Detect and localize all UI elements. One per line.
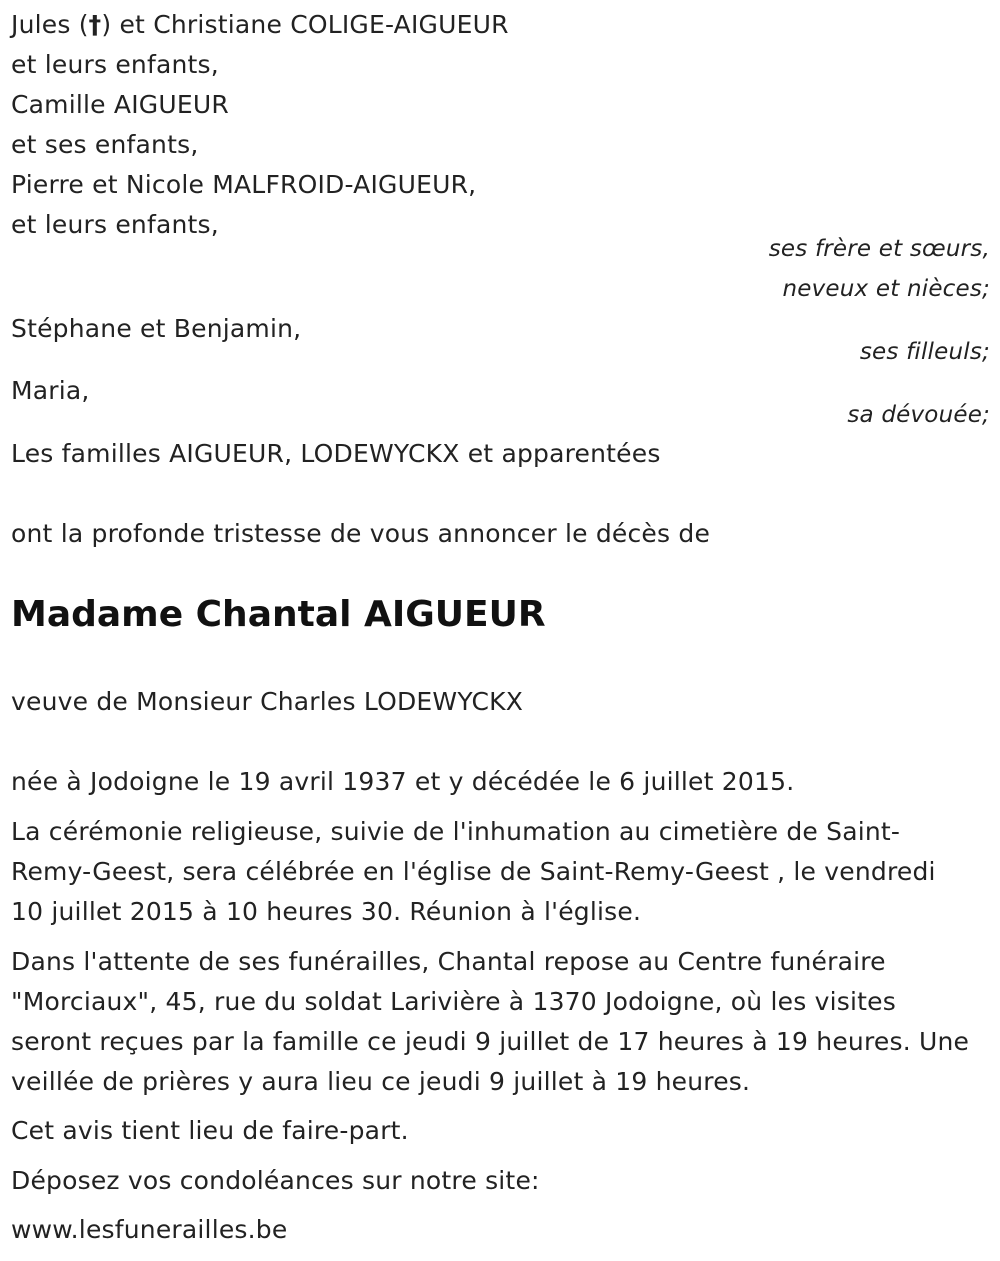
relation-godchildren: ses filleuls; [859, 339, 990, 365]
helper-name: Maria, [11, 376, 90, 405]
family-line-1 [11, 10, 509, 40]
announcement-text: ont la profonde tristesse de vous annoncer le décès de [11, 519, 711, 548]
birth-death-text: née à Jodoigne le 19 avril 1937 et y décédée le 6 juillet 2015. [11, 767, 795, 796]
family-line-1-prefix: Jules ( [11, 10, 89, 39]
family-line-2: et leurs enfants, [11, 50, 219, 79]
relation-helper: sa dévouée; [847, 402, 990, 428]
relation-siblings: ses frère et sœurs, [768, 236, 990, 262]
family-line-1-suffix: ) et Christiane COLIGE-AIGUEUR [101, 10, 509, 39]
family-line-5: Pierre et Nicole MALFROID-AIGUEUR, [11, 170, 477, 199]
ceremony-paragraph: La cérémonie religieuse, suivie de l'inhumation au cimetière de Saint-Remy-Geest, sera célébrée en l'église de Saint-Remy-Geest , le vendredi 10 juillet 2015 à 10 heures 30. Réunion à l'église. [11, 817, 936, 926]
godchildren-names: Stéphane et Benjamin, [11, 314, 302, 343]
widow-of-text: veuve de Monsieur Charles LODEWYCKX [11, 687, 524, 716]
cross-icon: † [88, 10, 102, 39]
website-link[interactable]: www.lesfunerailles.be [11, 1215, 288, 1244]
family-line-6: et leurs enfants, [11, 210, 219, 239]
condolences-text: Déposez vos condoléances sur notre site: [11, 1166, 540, 1195]
visitation-paragraph: Dans l'attente de ses funérailles, Chantal repose au Centre funéraire "Morciaux", 45, rue du soldat Larivière à 1370 Jodoigne, où les visites seront reçues par la famille ce jeudi 9 juillet de 17 heures à 19 heures. Une veillée de prières y aura lieu ce jeudi 9 juillet à 19 heures. [11, 947, 970, 1096]
deceased-name: Madame Chantal AIGUEUR [11, 594, 546, 635]
families-line: Les familles AIGUEUR, LODEWYCKX et apparentées [11, 439, 661, 468]
family-line-3: Camille AIGUEUR [11, 90, 229, 119]
family-line-4: et ses enfants, [11, 130, 199, 159]
relation-nephews: neveux et nièces; [782, 276, 990, 302]
notice-text: Cet avis tient lieu de faire-part. [11, 1116, 409, 1145]
